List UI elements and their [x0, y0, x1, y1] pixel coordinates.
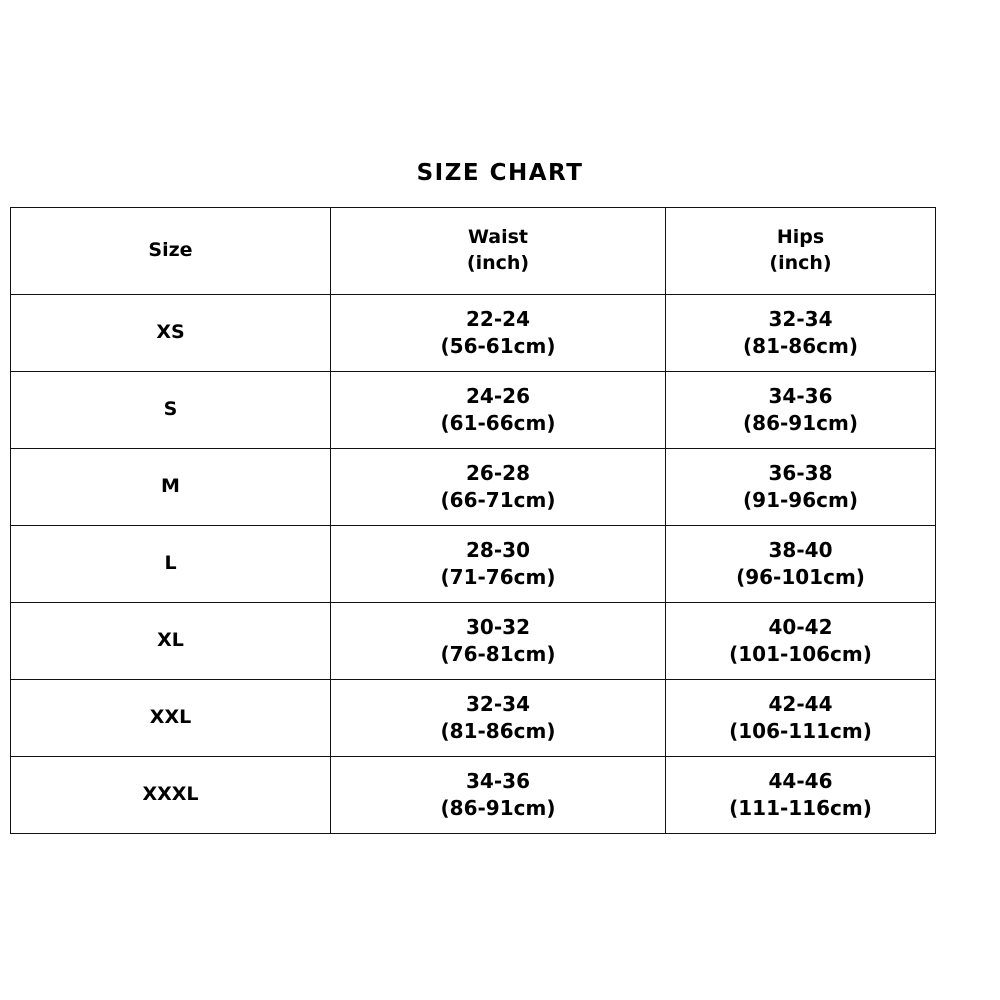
cell-waist-inch: 22-24: [466, 307, 530, 331]
cell-waist-cm: (56-61cm): [440, 334, 556, 358]
cell-hips: [666, 603, 936, 680]
table-row: [11, 603, 936, 680]
cell-hips-inch: 36-38: [768, 461, 833, 485]
cell-hips: [666, 526, 936, 603]
column-header-hips-label: Hips: [776, 226, 825, 249]
table-row: [11, 372, 936, 449]
cell-hips-cm: (91-96cm): [743, 488, 858, 512]
cell-hips: [666, 680, 936, 757]
table-row: [11, 526, 936, 603]
table-header-row: [11, 208, 936, 295]
page-title: SIZE CHART: [416, 160, 584, 186]
column-header-size-label: Size: [148, 239, 193, 262]
cell-waist: [331, 603, 666, 680]
cell-hips-inch: 34-36: [768, 384, 833, 408]
column-header-size: [11, 208, 331, 295]
cell-waist-cm: (86-91cm): [440, 796, 556, 820]
column-header-hips: [666, 208, 936, 295]
cell-waist-inch: 28-30: [466, 538, 530, 562]
column-header-hips-unit: (inch): [769, 252, 832, 274]
cell-hips-cm: (86-91cm): [743, 411, 858, 435]
cell-hips-inch: 44-46: [768, 769, 833, 793]
cell-hips-cm: (96-101cm): [736, 565, 865, 589]
cell-waist: [331, 372, 666, 449]
cell-waist: [331, 295, 666, 372]
cell-hips: [666, 757, 936, 834]
cell-hips: [666, 295, 936, 372]
cell-size: XXXL: [11, 757, 331, 834]
cell-size: S: [11, 372, 331, 449]
cell-size: XXL: [11, 680, 331, 757]
cell-hips-cm: (111-116cm): [729, 796, 872, 820]
cell-waist: [331, 680, 666, 757]
column-header-waist-label: Waist: [467, 226, 528, 249]
cell-waist-inch: 24-26: [466, 384, 530, 408]
cell-hips-inch: 38-40: [768, 538, 833, 562]
cell-waist-inch: 30-32: [466, 615, 530, 639]
cell-waist: [331, 757, 666, 834]
cell-size: L: [11, 526, 331, 603]
cell-waist-cm: (66-71cm): [440, 488, 556, 512]
cell-hips-cm: (106-111cm): [729, 719, 872, 743]
cell-hips: [666, 449, 936, 526]
cell-hips-inch: 40-42: [768, 615, 833, 639]
cell-hips-inch: 42-44: [768, 692, 833, 716]
cell-hips-inch: 32-34: [768, 307, 833, 331]
cell-hips-cm: (81-86cm): [743, 334, 858, 358]
cell-hips: [666, 372, 936, 449]
table-row: [11, 680, 936, 757]
table-row: [11, 449, 936, 526]
cell-waist-inch: 26-28: [466, 461, 530, 485]
cell-waist-cm: (61-66cm): [440, 411, 556, 435]
size-chart-table: [10, 207, 936, 834]
column-header-waist-unit: (inch): [466, 252, 530, 274]
cell-size: XS: [11, 295, 331, 372]
table-row: [11, 757, 936, 834]
cell-waist-cm: (81-86cm): [440, 719, 556, 743]
column-header-waist: [331, 208, 666, 295]
cell-hips-cm: (101-106cm): [729, 642, 872, 666]
cell-waist: [331, 526, 666, 603]
cell-waist: [331, 449, 666, 526]
cell-size: M: [11, 449, 331, 526]
size-chart-table-wrapper: [10, 207, 935, 834]
table-row: [11, 295, 936, 372]
cell-waist-inch: 34-36: [466, 769, 530, 793]
cell-waist-cm: (76-81cm): [440, 642, 556, 666]
cell-size: XL: [11, 603, 331, 680]
cell-waist-inch: 32-34: [466, 692, 530, 716]
cell-waist-cm: (71-76cm): [440, 565, 556, 589]
